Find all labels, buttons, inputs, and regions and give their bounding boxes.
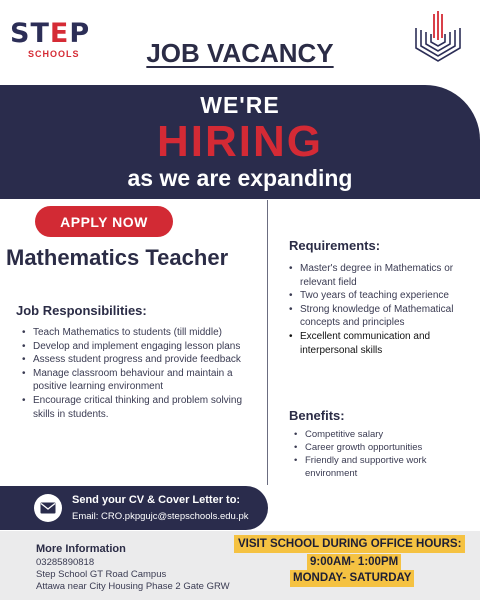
responsibilities-list (22, 326, 257, 421)
job-title: Mathematics Teacher (6, 245, 229, 270)
apply-now-button[interactable]: APPLY NOW (35, 206, 173, 237)
list-item: • Friendly and supportive work environment (294, 454, 479, 480)
office-hours-time: 9:00AM- 1:00PM (307, 554, 401, 571)
send-cv-heading: Send your CV & Cover Letter to: (72, 494, 241, 506)
requirements-list (289, 262, 477, 357)
phone-number: 03285890818 (36, 557, 95, 568)
list-item: • Competitive salary (294, 428, 479, 441)
list-item: • Teach Mathematics to students (till middle) (22, 326, 257, 340)
address-line-1: Step School GT Road Campus (36, 569, 167, 580)
logo-step-part1: ST (10, 18, 50, 49)
logo-step-e: E (49, 18, 70, 49)
list-item: • Two years of teaching experience (289, 289, 477, 303)
banner-were: WE'RE (200, 92, 280, 118)
list-item: • Strong knowledge of Mathematical concepts and principles (289, 303, 477, 330)
list-item: • Encourage critical thinking and problem solving skills in students. (22, 394, 257, 421)
logo-schools-text: SCHOOLS (28, 49, 80, 59)
benefits-list (294, 428, 479, 480)
benefits-heading: Benefits: (289, 408, 345, 423)
envelope-icon (40, 502, 56, 514)
email-link[interactable]: Email: CRO.pkpgujc@stepschools.edu.pk (72, 511, 249, 522)
column-divider (267, 200, 268, 485)
logo-step-part2: P (69, 18, 91, 49)
more-info-heading: More Information (36, 543, 126, 555)
banner-hiring: HIRING (157, 117, 323, 166)
banner-expanding: as we are expanding (127, 165, 353, 191)
requirements-heading: Requirements: (289, 238, 381, 253)
list-item: • Develop and implement engaging lesson plans (22, 340, 257, 354)
building-emblem-icon (412, 10, 464, 64)
list-item: • Manage classroom behaviour and maintain a positive learning environment (22, 367, 257, 394)
office-hours-days: MONDAY- SATURDAY (290, 570, 414, 587)
office-hours-heading: VISIT SCHOOL DURING OFFICE HOURS: (234, 535, 465, 553)
list-item: • Career growth opportunities (294, 441, 479, 454)
responsibilities-heading: Job Responsibilities: (16, 303, 147, 318)
list-item: • Assess student progress and provide feedback (22, 353, 257, 367)
address-line-2: Attawa near City Housing Phase 2 Gate GRW (36, 581, 230, 592)
mail-icon-circle (34, 494, 62, 522)
list-item: • Master's degree in Mathematics or relevant field (289, 262, 477, 289)
list-item: • Excellent communication and interpersonal skills (289, 330, 477, 357)
page-title: JOB VACANCY (146, 38, 334, 68)
